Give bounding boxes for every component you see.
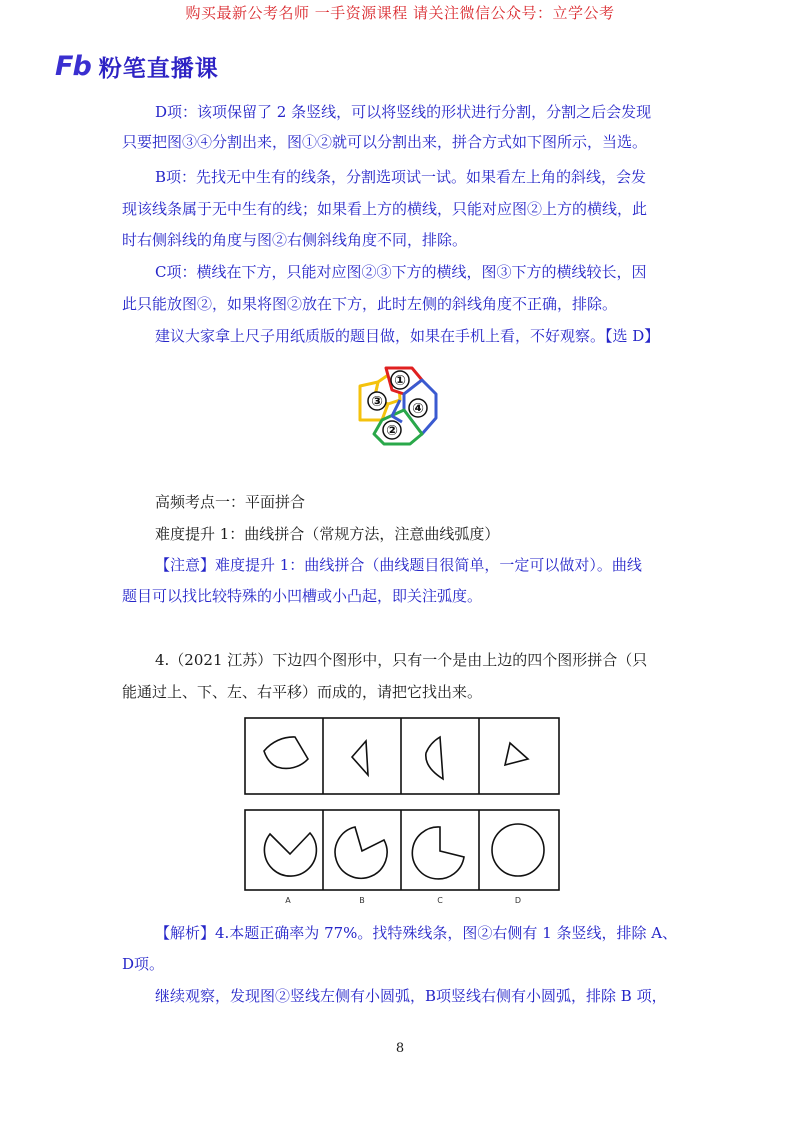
brand-header [55,50,219,83]
piece-label-1: ① [394,373,406,389]
piece-label-3: ③ [371,394,383,410]
option-d-shape [492,824,544,876]
piece-label-2: ② [386,423,398,439]
note-line2: 题目可以找比较特殊的小凹槽或小凸起，即关注弧度。 [122,587,483,605]
top-shape-1 [264,737,308,768]
paragraph-b-line3: 时右侧斜线的角度与图②右侧斜线角度不同，排除。 [122,231,468,249]
option-b-label: B [359,896,365,905]
paragraph-c-line1: C项：横线在下方，只能对应图②③下方的横线，图③下方的横线较长，因 [155,263,647,281]
paragraph-d-line2: 只要把图③④分割出来，图①②就可以分割出来，拼合方式如下图所示，当选。 [122,133,648,151]
paragraph-d-line1: D项：该项保留了 2 条竖线，可以将竖线的形状进行分割，分割之后会发现 [155,103,652,121]
suggestion-line: 建议大家拿上尺子用纸质版的题目做，如果在手机上看，不好观察。【选 D】 [155,327,660,345]
bottom-row-frame [245,810,559,890]
option-c-shape [412,827,464,879]
fenbi-logo: Fb [55,51,91,82]
option-b-shape [335,827,387,878]
page-number: 8 [395,1041,405,1056]
analysis-line3: 继续观察，发现图②竖线左侧有小圆弧，B项竖线右侧有小圆弧，排除 B 项， [155,987,667,1005]
paragraph-b-line2: 现该线条属于无中生有的线；如果看上方的横线，只能对应图②上方的横线，此 [122,200,648,218]
top-shape-2 [352,741,368,775]
piece-label-4: ④ [412,401,424,417]
section-heading: 高频考点一：平面拼合 [155,493,306,511]
option-a-shape [264,833,316,876]
brand-name: 粉笔直播课 [98,56,219,82]
difficulty-heading: 难度提升 1：曲线拼合（常规方法，注意曲线弧度） [155,525,500,543]
curve-puzzle-figure [244,717,560,907]
analysis-line1: 【解析】4.本题正确率为 77%。找特殊线条，图②右侧有 1 条竖线，排除 A、 [155,924,678,942]
analysis-line2: D项。 [122,955,165,973]
octagon-puzzle-figure [352,360,444,452]
option-d-label: D [514,896,522,905]
paragraph-b-line1: B项：先找无中生有的线条，分割选项试一试。如果看左上角的斜线，会发 [155,168,647,186]
note-line1: 【注意】难度提升 1：曲线拼合（曲线题目很简单，一定可以做对）。曲线 [155,556,642,574]
top-row-frame [245,718,559,794]
option-c-label: C [437,896,443,905]
top-shape-4 [505,743,528,765]
top-shape-3 [426,737,443,779]
question-line1: 4.（2021 江苏）下边四个图形中，只有一个是由上边的四个图形拼合（只 [155,651,648,669]
option-a-label: A [285,896,291,905]
question-line2: 能通过上、下、左、右平移）而成的，请把它找出来。 [122,683,483,701]
top-banner: 购买最新公考名师 一手资源课程 请关注微信公众号：立学公考 [185,4,615,22]
paragraph-c-line2: 此只能放图②，如果将图②放在下方，此时左侧的斜线角度不正确，排除。 [122,295,618,313]
